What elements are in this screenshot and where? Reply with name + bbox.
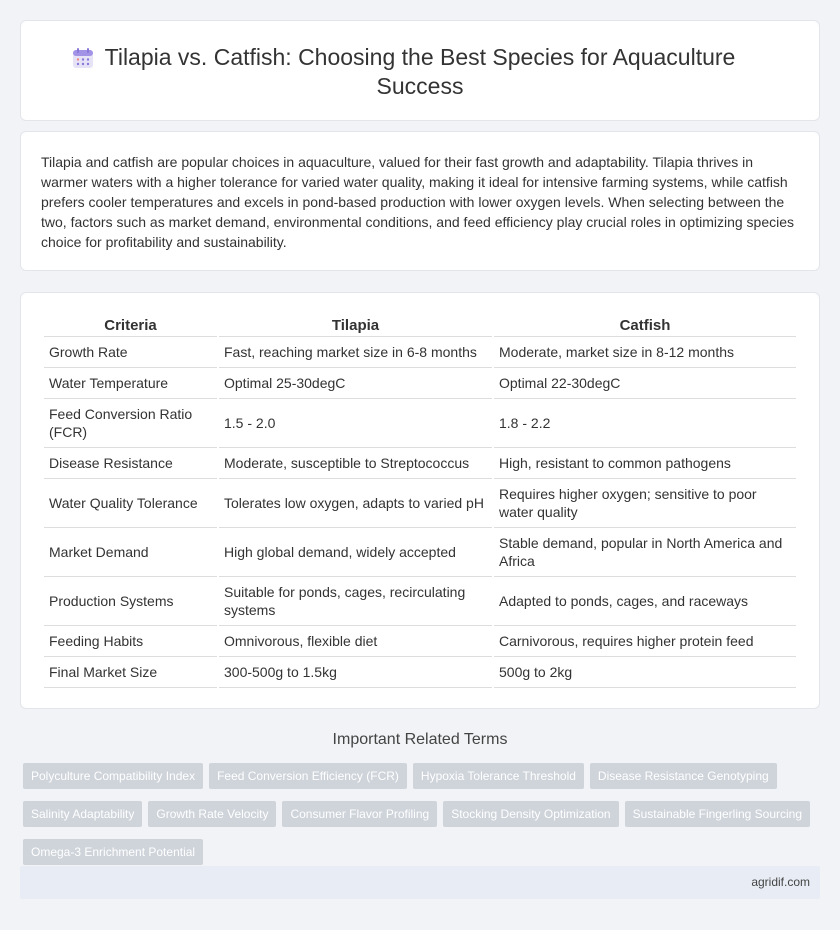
table-row [44, 368, 796, 399]
comparison-card [20, 292, 820, 709]
tilapia-cell: Fast, reaching market size in 6-8 months [219, 337, 492, 368]
tilapia-cell: 300-500g to 1.5kg [219, 657, 492, 688]
criteria-cell: Water Quality Tolerance [44, 479, 217, 528]
intro-card [20, 131, 820, 271]
footer [20, 866, 820, 899]
page-title: Tilapia vs. Catfish: Choosing the Best Species for Aquaculture Success [104, 44, 736, 99]
table-row [44, 626, 796, 657]
catfish-cell: Optimal 22-30degC [494, 368, 796, 399]
criteria-cell: Disease Resistance [44, 448, 217, 479]
footer-site-link[interactable]: agridif.com [751, 875, 810, 889]
tilapia-cell: Omnivorous, flexible diet [219, 626, 492, 657]
catfish-cell: Requires higher oxygen; sensitive to poor water quality [494, 479, 796, 528]
tilapia-cell: High global demand, widely accepted [219, 528, 492, 577]
header-catfish: Catfish [494, 313, 796, 337]
tilapia-cell: Tolerates low oxygen, adapts to varied pH [219, 479, 492, 528]
catfish-cell: Stable demand, popular in North America and Africa [494, 528, 796, 577]
table-header-row [44, 313, 796, 337]
table-row [44, 337, 796, 368]
catfish-cell: 1.8 - 2.2 [494, 399, 796, 448]
table-row [44, 479, 796, 528]
table-row [44, 577, 796, 626]
tilapia-cell: 1.5 - 2.0 [219, 399, 492, 448]
catfish-cell: High, resistant to common pathogens [494, 448, 796, 479]
tilapia-cell: Moderate, susceptible to Streptococcus [219, 448, 492, 479]
catfish-cell: 500g to 2kg [494, 657, 796, 688]
criteria-cell: Water Temperature [44, 368, 217, 399]
related-term-tag[interactable]: Disease Resistance Genotyping [590, 763, 777, 789]
table-row [44, 448, 796, 479]
table-row [44, 657, 796, 688]
title-card [20, 20, 820, 121]
criteria-cell: Final Market Size [44, 657, 217, 688]
catfish-cell: Moderate, market size in 8-12 months [494, 337, 796, 368]
table-row [44, 528, 796, 577]
criteria-cell: Feed Conversion Ratio (FCR) [44, 399, 217, 448]
related-term-tag[interactable]: Growth Rate Velocity [148, 801, 276, 827]
intro-paragraph: Tilapia and catfish are popular choices in aquaculture, valued for their fast growth and adaptability. Tilapia thrives in warmer waters with a higher tolerance for varied water quality, making it ideal for intensive farming systems, while catfish prefers cooler temperatures and excels in pond-based production with lower oxygen levels. When selecting between the two, factors such as market demand, environmental conditions, and feed efficiency play crucial roles in optimizing species choice for profitability and sustainability. [41, 154, 795, 250]
tilapia-cell: Suitable for ponds, cages, recirculating systems [219, 577, 492, 626]
catfish-cell: Carnivorous, requires higher protein feed [494, 626, 796, 657]
comparison-table [42, 313, 798, 688]
related-term-tag[interactable]: Polyculture Compatibility Index [23, 763, 203, 789]
related-term-tag[interactable]: Hypoxia Tolerance Threshold [413, 763, 584, 789]
tilapia-cell: Optimal 25-30degC [219, 368, 492, 399]
criteria-cell: Growth Rate [44, 337, 217, 368]
related-term-tag[interactable]: Sustainable Fingerling Sourcing [625, 801, 810, 827]
related-term-tag[interactable]: Omega-3 Enrichment Potential [23, 839, 203, 865]
criteria-cell: Market Demand [44, 528, 217, 577]
criteria-cell: Production Systems [44, 577, 217, 626]
catfish-cell: Adapted to ponds, cages, and raceways [494, 577, 796, 626]
table-row [44, 399, 796, 448]
header-criteria: Criteria [44, 313, 217, 337]
related-term-tag[interactable]: Stocking Density Optimization [443, 801, 618, 827]
related-term-tag[interactable]: Consumer Flavor Profiling [282, 801, 437, 827]
related-term-tag[interactable]: Feed Conversion Efficiency (FCR) [209, 763, 407, 789]
related-term-tag[interactable]: Salinity Adaptability [23, 801, 142, 827]
related-terms-list [23, 763, 823, 865]
header-tilapia: Tilapia [219, 313, 492, 337]
related-terms-title: Important Related Terms [332, 731, 508, 748]
criteria-cell: Feeding Habits [44, 626, 217, 657]
